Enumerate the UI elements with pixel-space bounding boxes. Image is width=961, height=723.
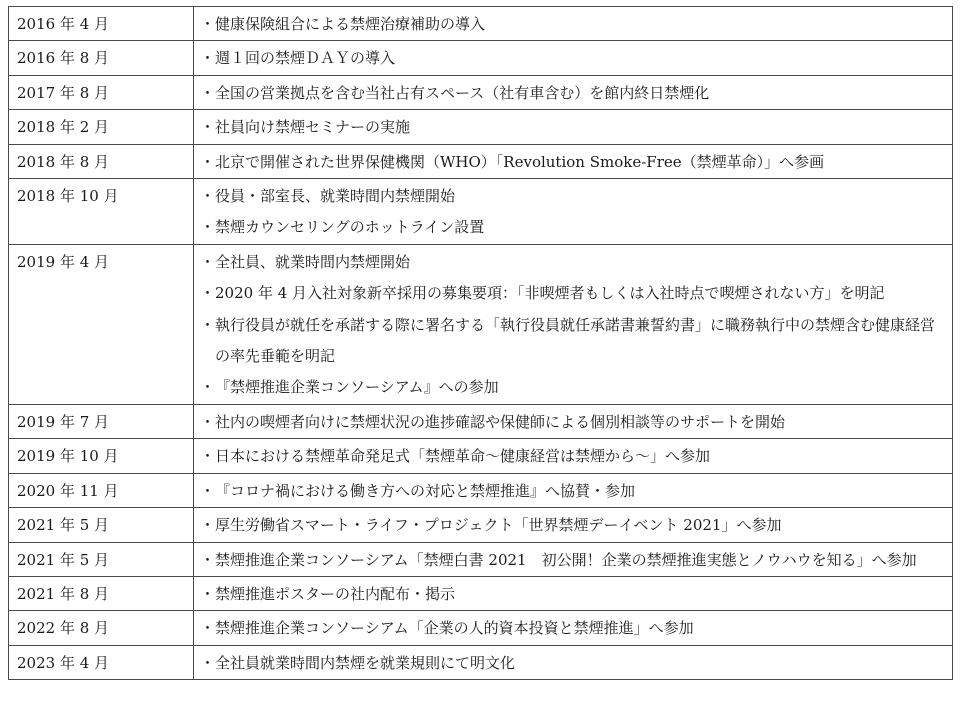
- list-item: [200, 247, 948, 278]
- item-text: 週１回の禁煙ＤＡＹの導入: [215, 49, 396, 68]
- list-item: [200, 212, 948, 243]
- item-text: 健康保険組合による禁煙治療補助の導入: [215, 15, 486, 33]
- table-row: [9, 7, 953, 41]
- date-cell: 2019 年 10 月: [9, 439, 194, 473]
- item-text: 『コロナ禍における働き方への対応と禁煙推進』へ協賛・参加: [215, 481, 636, 500]
- date-cell: 2016 年 8 月: [9, 41, 194, 75]
- table-row: [9, 110, 953, 144]
- date-cell: 2019 年 4 月: [9, 244, 194, 404]
- list-item: [200, 278, 948, 309]
- item-text: 役員・部室長、就業時間内禁煙開始: [215, 187, 456, 206]
- items-cell: [194, 110, 953, 144]
- bullet-mark: ・: [200, 49, 216, 68]
- date-cell: 2019 年 7 月: [9, 404, 194, 438]
- table-row: [9, 439, 953, 473]
- bullet-mark: ・: [200, 481, 216, 500]
- list-item: [200, 43, 948, 74]
- list-item: [200, 648, 948, 679]
- table-row: [9, 473, 953, 507]
- list-item: [200, 372, 948, 403]
- list-item: [200, 78, 948, 109]
- item-text: 厚生労働省スマート・ライフ・プロジェクト「世界禁煙デーイベント 2021」へ参加: [215, 516, 782, 535]
- date-cell: 2023 年 4 月: [9, 645, 194, 679]
- items-cell: [194, 611, 953, 645]
- table-row: [9, 542, 953, 576]
- bullet-mark: ・: [200, 378, 216, 397]
- item-text: 全社員、就業時間内禁煙開始: [215, 252, 411, 271]
- bullet-mark: ・: [200, 83, 216, 102]
- bullet-mark: ・: [200, 447, 216, 466]
- items-cell: [194, 576, 953, 610]
- list-item: [200, 510, 948, 541]
- date-cell: 2021 年 5 月: [9, 508, 194, 542]
- bullet-mark: ・: [200, 252, 216, 271]
- item-text: 北京で開催された世界保健機関（WHO）「Revolution Smoke-Free（禁煙革命）」へ参画: [215, 152, 825, 171]
- item-text: 禁煙カウンセリングのホットライン設置: [215, 218, 485, 237]
- item-text: 禁煙推進ポスターの社内配布・掲示: [215, 584, 456, 603]
- date-cell: 2016 年 4 月: [9, 7, 194, 41]
- date-cell: 2020 年 11 月: [9, 473, 194, 507]
- table-row: [9, 179, 953, 245]
- item-text: 禁煙推進企業コンソーシアム「禁煙白書 2021 初公開！企業の禁煙推進実態とノウハウを知る」へ参加: [215, 550, 917, 569]
- bullet-mark: ・: [200, 187, 216, 206]
- table-row: [9, 508, 953, 542]
- item-text: 執行役員が就任を承諾する際に署名する「執行役員就任承諾書兼誓約書」に職務執行中の禁煙含む健康経営の率先垂範を明記: [215, 315, 936, 366]
- list-item: [200, 407, 948, 438]
- table-row: [9, 144, 953, 178]
- items-cell: [194, 542, 953, 576]
- list-item: [200, 613, 948, 644]
- table-row: [9, 244, 953, 404]
- date-cell: 2018 年 2 月: [9, 110, 194, 144]
- table-row: [9, 576, 953, 610]
- items-cell: [194, 473, 953, 507]
- bullet-mark: ・: [200, 315, 216, 334]
- bullet-mark: ・: [200, 284, 216, 303]
- bullet-mark: ・: [200, 218, 216, 237]
- item-text: 日本における禁煙革命発足式「禁煙革命～健康経営は禁煙から～」へ参加: [215, 447, 711, 466]
- list-item: [200, 9, 948, 40]
- table-row: [9, 645, 953, 679]
- items-cell: [194, 7, 953, 41]
- list-item: [200, 476, 948, 507]
- table-row: [9, 404, 953, 438]
- table-row: [9, 611, 953, 645]
- history-table-body: [9, 7, 953, 680]
- date-cell: 2022 年 8 月: [9, 611, 194, 645]
- bullet-mark: ・: [200, 653, 216, 672]
- items-cell: [194, 645, 953, 679]
- item-text: 禁煙推進企業コンソーシアム「企業の人的資本投資と禁煙推進」へ参加: [215, 619, 694, 638]
- items-cell: [194, 179, 953, 245]
- item-text: 『禁煙推進企業コンソーシアム』への参加: [215, 378, 499, 397]
- list-item: [200, 181, 948, 212]
- item-text: 全国の営業拠点を含む当社占有スペース（社有車含む）を館内終日禁煙化: [215, 83, 710, 102]
- items-cell: [194, 75, 953, 109]
- list-item: [200, 579, 948, 610]
- item-text: 2020 年 4 月入社対象新卒採用の募集要項：「非喫煙者もしくは入社時点で喫煙されない方」を明記: [215, 284, 885, 303]
- date-cell: 2018 年 8 月: [9, 144, 194, 178]
- items-cell: [194, 41, 953, 75]
- bullet-mark: ・: [200, 516, 216, 535]
- bullet-mark: ・: [200, 15, 216, 33]
- list-item: [200, 112, 948, 143]
- items-cell: [194, 439, 953, 473]
- list-item: [200, 147, 948, 178]
- list-item: [200, 545, 948, 576]
- bullet-mark: ・: [200, 619, 216, 638]
- date-cell: 2017 年 8 月: [9, 75, 194, 109]
- list-item: [200, 441, 948, 472]
- bullet-mark: ・: [200, 412, 216, 431]
- items-cell: [194, 244, 953, 404]
- bullet-mark: ・: [200, 550, 216, 569]
- date-cell: 2021 年 5 月: [9, 542, 194, 576]
- date-cell: 2021 年 8 月: [9, 576, 194, 610]
- items-cell: [194, 508, 953, 542]
- items-cell: [194, 144, 953, 178]
- bullet-mark: ・: [200, 584, 216, 603]
- item-text: 全社員就業時間内禁煙を就業規則にて明文化: [215, 653, 516, 672]
- list-item: [200, 310, 948, 373]
- table-row: [9, 75, 953, 109]
- bullet-mark: ・: [200, 118, 216, 137]
- item-text: 社員向け禁煙セミナーの実施: [215, 118, 411, 137]
- items-cell: [194, 404, 953, 438]
- item-text: 社内の喫煙者向けに禁煙状況の進捗確認や保健師による個別相談等のサポートを開始: [215, 412, 786, 431]
- date-cell: 2018 年 10 月: [9, 179, 194, 245]
- table-row: [9, 41, 953, 75]
- history-table: [8, 6, 953, 680]
- bullet-mark: ・: [200, 152, 216, 171]
